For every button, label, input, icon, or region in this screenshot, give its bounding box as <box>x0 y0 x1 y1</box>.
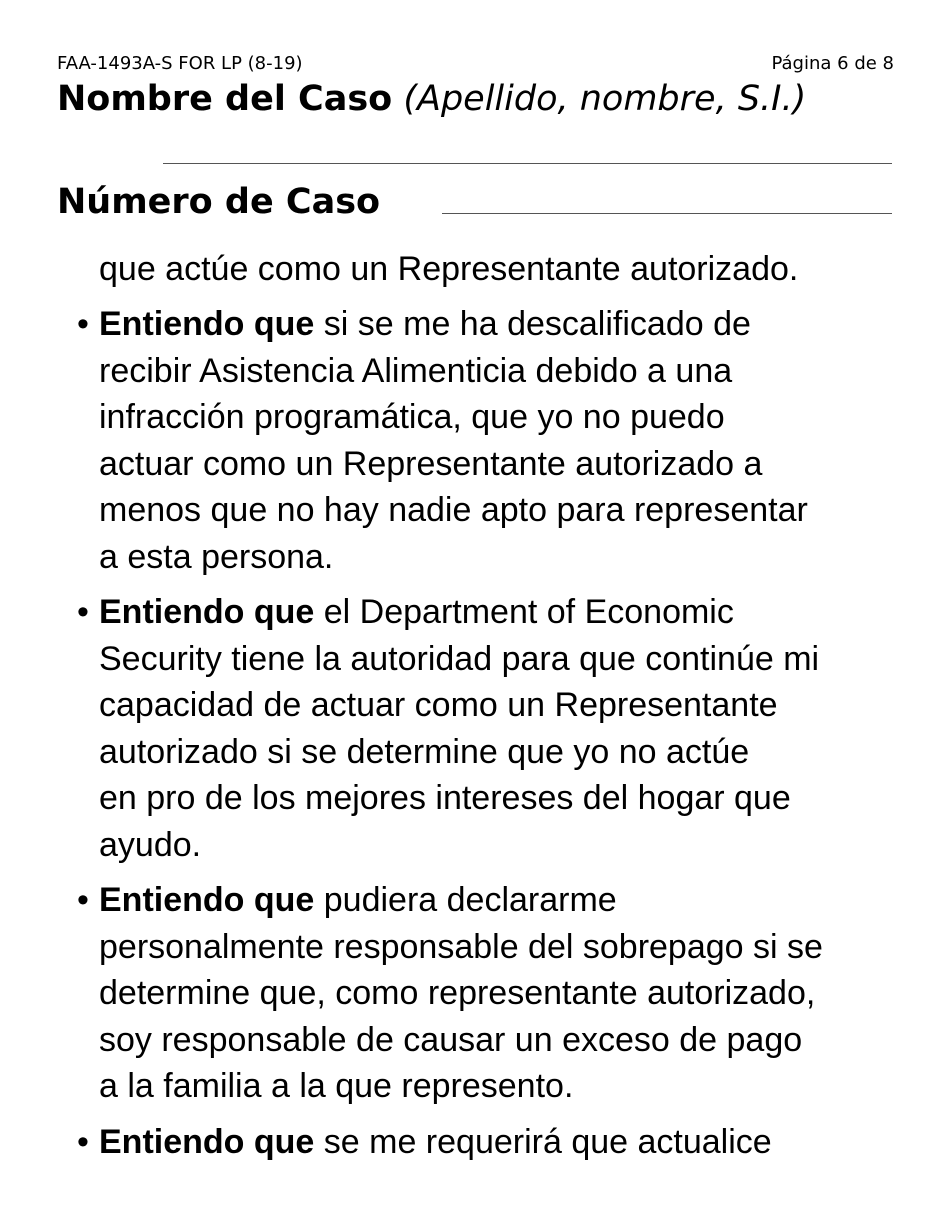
bullet-line: recibir Asistencia Alimenticia debido a una <box>99 351 733 390</box>
bullet-line <box>99 589 899 636</box>
bullet-item <box>77 1119 899 1166</box>
bullet-line <box>99 1119 899 1166</box>
bullet-item <box>77 301 899 580</box>
case-number-field[interactable] <box>442 213 892 214</box>
bullet-line: a la familia a la que represento. <box>99 1067 574 1105</box>
bullet-marker: • <box>77 305 89 343</box>
bullet-text: si se me ha descalificado de <box>314 305 751 343</box>
bullet-line: infracción programática, que yo no puedo <box>99 398 725 436</box>
bullet-lead: Entiendo que <box>99 881 315 919</box>
bullet-marker: • <box>77 1123 89 1161</box>
bullet-line: capacidad de actuar como un Representante <box>99 686 778 724</box>
case-name-label-bold: Nombre del Caso <box>57 79 393 119</box>
continuation-text: que actúe como un Representante autorizado. <box>99 250 799 288</box>
form-id: FAA-1493A-S FOR LP (8-19) <box>57 53 303 74</box>
bullet-line: soy responsable de causar un exceso de pago <box>99 1020 803 1059</box>
bullet-marker: • <box>77 593 89 631</box>
bullet-line: ayudo. <box>99 825 202 864</box>
bullet-line <box>99 301 899 348</box>
bullet-lead: Entiendo que <box>99 305 315 343</box>
bullet-marker: • <box>77 881 89 919</box>
bullet-line: Security tiene la autoridad para que continúe mi <box>99 639 820 678</box>
bullet-text: pudiera declararme <box>314 881 617 919</box>
bullet-lead: Entiendo que <box>99 593 315 631</box>
bullet-line: autorizado si se determine que yo no actúe <box>99 732 750 771</box>
bullet-lead: Entiendo que <box>99 1123 315 1161</box>
bullet-line: menos que no hay nadie apto para representar <box>99 491 808 529</box>
bullet-text: se me requerirá que actualice <box>314 1123 772 1161</box>
case-number-label: Número de Caso <box>57 182 381 222</box>
bullet-line <box>99 877 899 924</box>
case-name-field[interactable] <box>163 163 892 164</box>
bullet-line: personalmente responsable del sobrepago si se <box>99 927 823 966</box>
bullet-line: a esta persona. <box>99 537 334 576</box>
page-number: Página 6 de 8 <box>771 53 894 74</box>
case-name-label-hint: (Apellido, nombre, S.I.) <box>403 79 807 119</box>
bullet-item <box>77 589 899 868</box>
case-name-label <box>57 77 892 122</box>
bullet-item <box>77 877 899 1110</box>
bullet-line: en pro de los mejores intereses del hogar que <box>99 779 791 817</box>
bullet-text: el Department of Economic <box>314 593 734 631</box>
bullet-line: actuar como un Representante autorizado a <box>99 444 763 483</box>
bullet-line: determine que, como representante autorizado, <box>99 974 816 1012</box>
